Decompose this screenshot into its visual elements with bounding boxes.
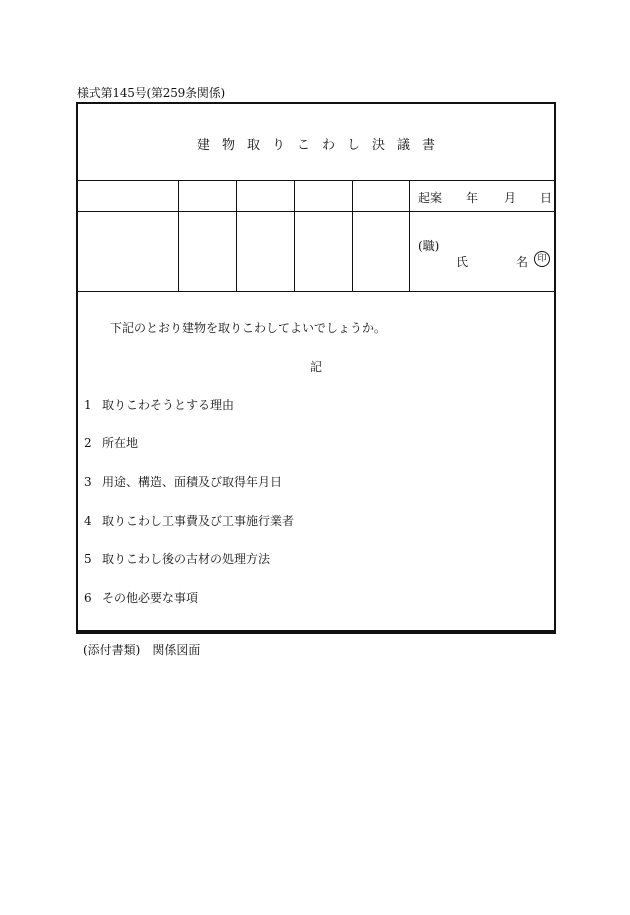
intro-text: 下記のとおり建物を取りこわしてよいでしょうか。 [110,321,387,335]
list-item [84,512,294,529]
name-label-given: 名 [516,255,529,269]
approval-grid-column-divider [294,180,295,291]
list-item [84,473,282,490]
list-item [84,396,234,413]
item-number: 5 [84,552,92,566]
list-item [84,550,270,567]
item-text: 取りこわし工事費及び工事施行業者 [102,514,295,528]
item-text: その他必要な事項 [102,591,199,605]
form-number: 様式第145号(第259条関係) [77,86,225,100]
approval-grid [78,180,554,292]
item-number: 2 [84,436,92,450]
item-text: 所在地 [102,436,139,450]
item-number: 6 [84,591,92,605]
item-number: 3 [84,475,92,489]
post-label: (職) [418,239,440,253]
form-title: 建物取りこわし決議書 [196,138,447,153]
draft-year-unit: 年 [466,191,479,205]
form-frame [76,102,556,634]
item-number: 4 [84,514,92,528]
item-text: 取りこわし後の古材の処理方法 [102,552,271,566]
approval-grid-column-divider [178,180,179,291]
attachments-value: 関係図面 [152,643,201,657]
attachments-line [83,641,200,658]
approval-grid-row-divider [78,211,554,212]
list-item [84,434,138,451]
approval-grid-column-divider [352,180,353,291]
item-number: 1 [84,398,92,412]
seal-icon: 印 [534,251,550,267]
draft-month-unit: 月 [504,191,517,205]
draft-label: 起案 [418,191,443,205]
draft-day-unit: 日 [540,191,553,205]
approval-grid-bottom-border [78,291,554,292]
name-label-surname: 氏 [456,255,469,269]
list-item [84,589,198,606]
item-text: 取りこわそうとする理由 [102,398,235,412]
approval-grid-column-divider [236,180,237,291]
title-row [78,104,554,181]
approval-grid-column-divider [409,180,410,291]
attachments-label: (添付書類) [83,643,141,657]
ki-label: 記 [309,360,322,374]
item-text: 用途、構造、面積及び取得年月日 [102,475,283,489]
